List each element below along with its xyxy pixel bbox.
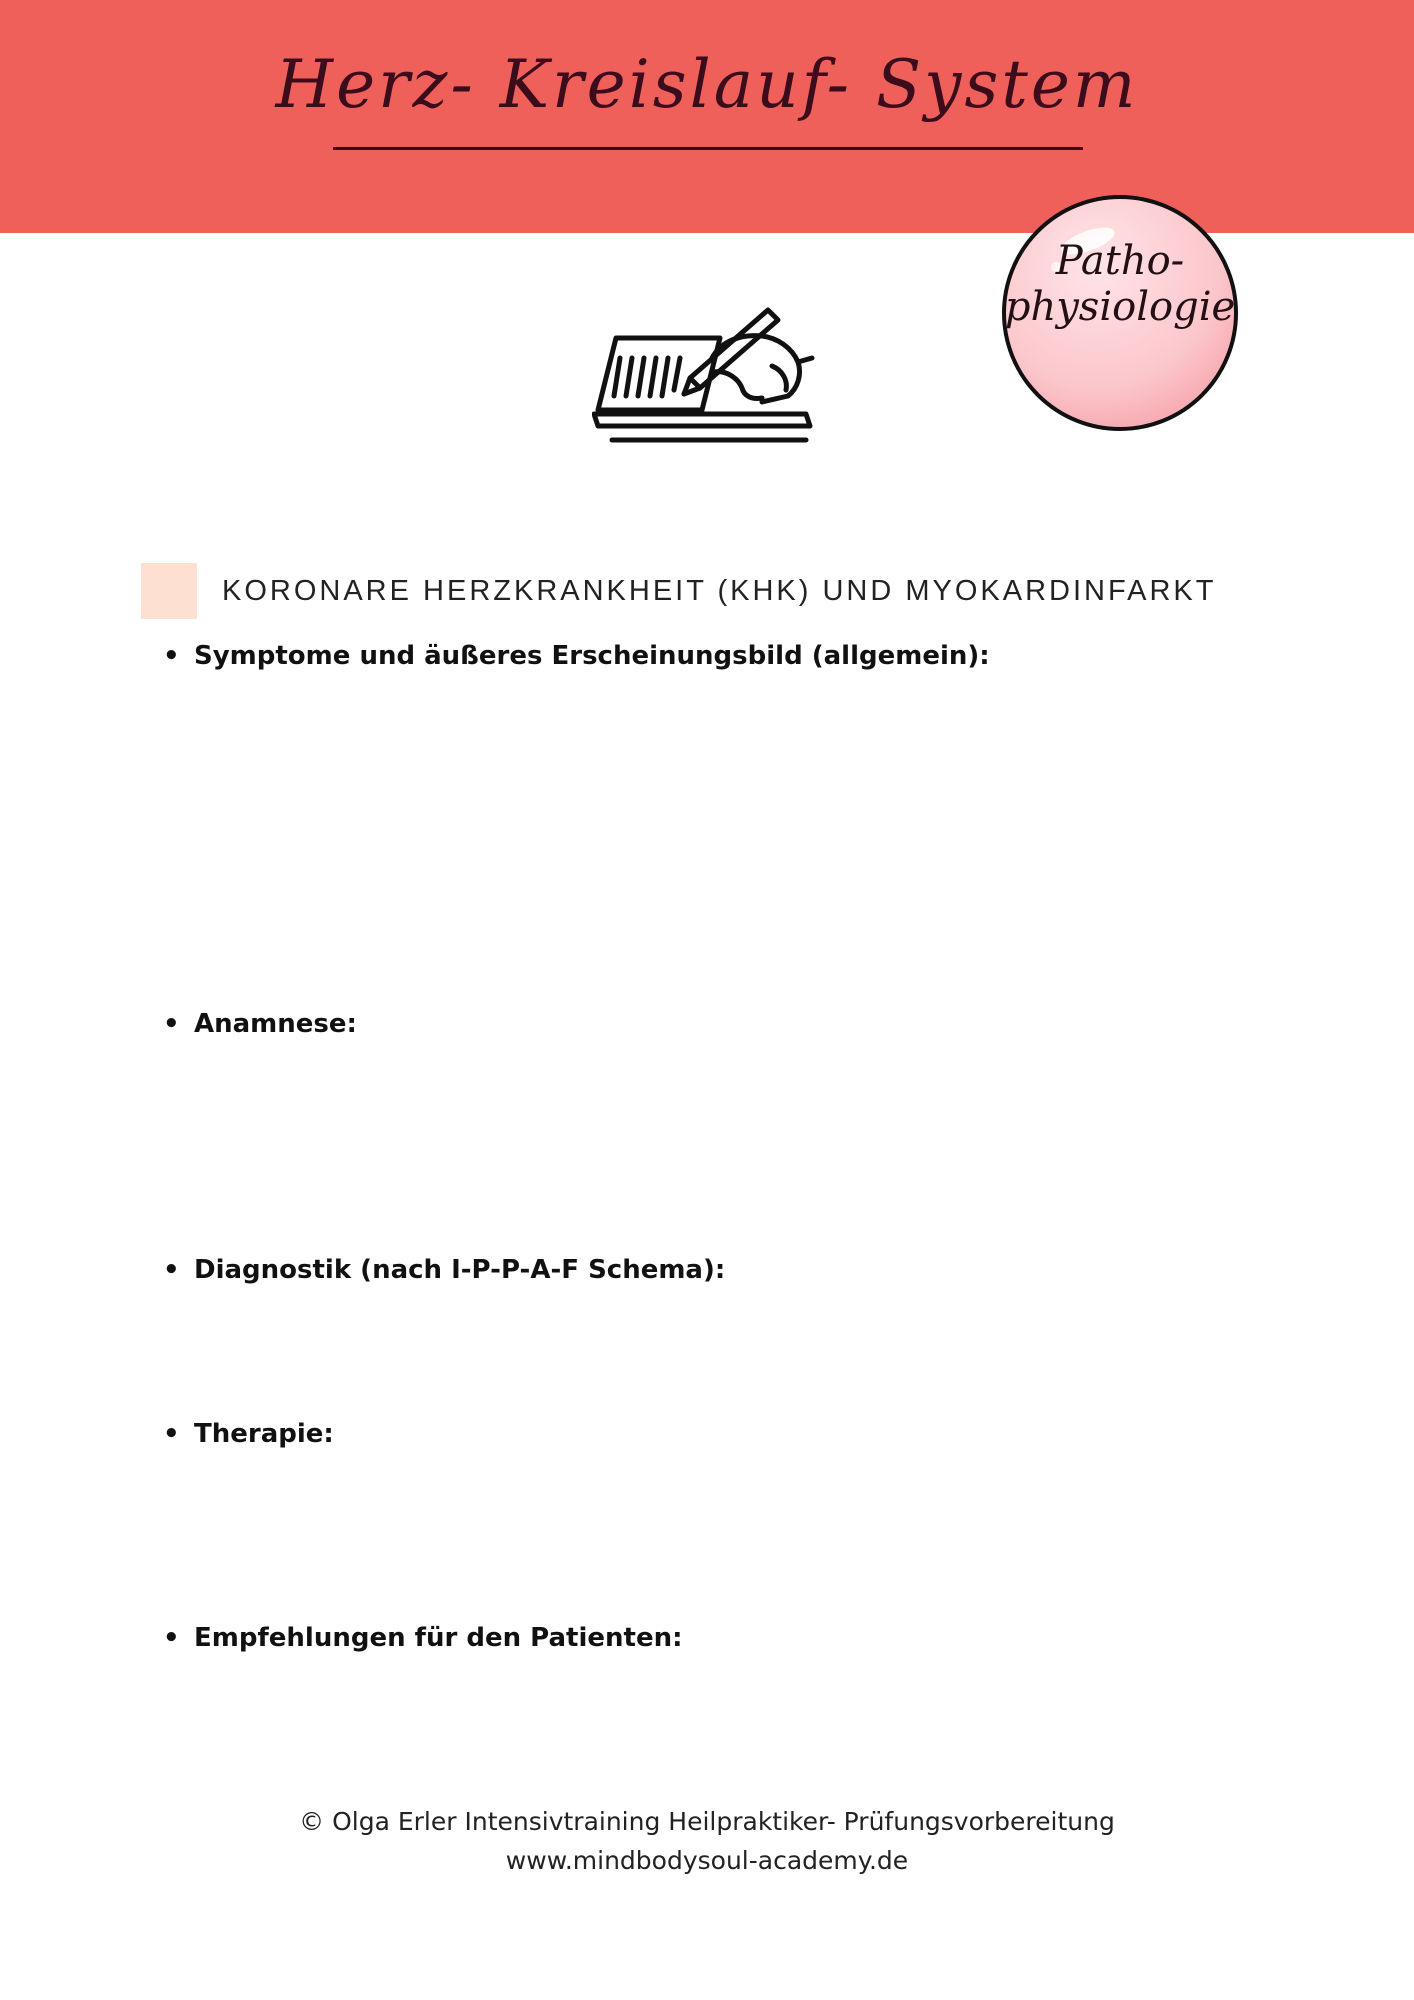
badge-line-2: physiologie: [1004, 284, 1236, 330]
bullet-icon: •: [163, 1255, 180, 1285]
bullet-icon: •: [163, 1623, 180, 1653]
title-underline: [333, 147, 1083, 150]
page-title: Herz- Kreislauf- System: [275, 46, 1139, 123]
badge-label: [1000, 238, 1240, 330]
list-item-label: Anamnese:: [194, 1009, 357, 1039]
badge-line-1: Patho-: [1055, 238, 1185, 284]
writing-hand-notepad-icon: [592, 300, 822, 450]
list-item-symptome: [163, 642, 990, 671]
list-item-anamnese: [163, 1010, 357, 1039]
section-heading: KORONARE HERZKRANKHEIT (KHK) UND MYOKARDINFARKT: [222, 575, 1217, 607]
section-marker: [141, 563, 197, 619]
footer-copyright: © Olga Erler Intensivtraining Heilpraktiker- Prüfungsvorbereitung: [299, 1807, 1115, 1836]
footer-website: www.mindbodysoul-academy.de: [505, 1846, 909, 1875]
pathophysiologie-badge: [1000, 193, 1240, 433]
list-item-label: Symptome und äußeres Erscheinungsbild (allgemein):: [194, 641, 990, 671]
bullet-icon: •: [163, 1419, 180, 1449]
bullet-icon: •: [163, 1009, 180, 1039]
list-item-empfehlungen: [163, 1624, 683, 1653]
list-item-diagnostik: [163, 1256, 725, 1285]
list-item-label: Empfehlungen für den Patienten:: [194, 1623, 683, 1653]
list-item-label: Diagnostik (nach I-P-P-A-F Schema):: [194, 1255, 726, 1285]
list-item-label: Therapie:: [194, 1419, 334, 1449]
bullet-icon: •: [163, 641, 180, 671]
list-item-therapie: [163, 1420, 334, 1449]
